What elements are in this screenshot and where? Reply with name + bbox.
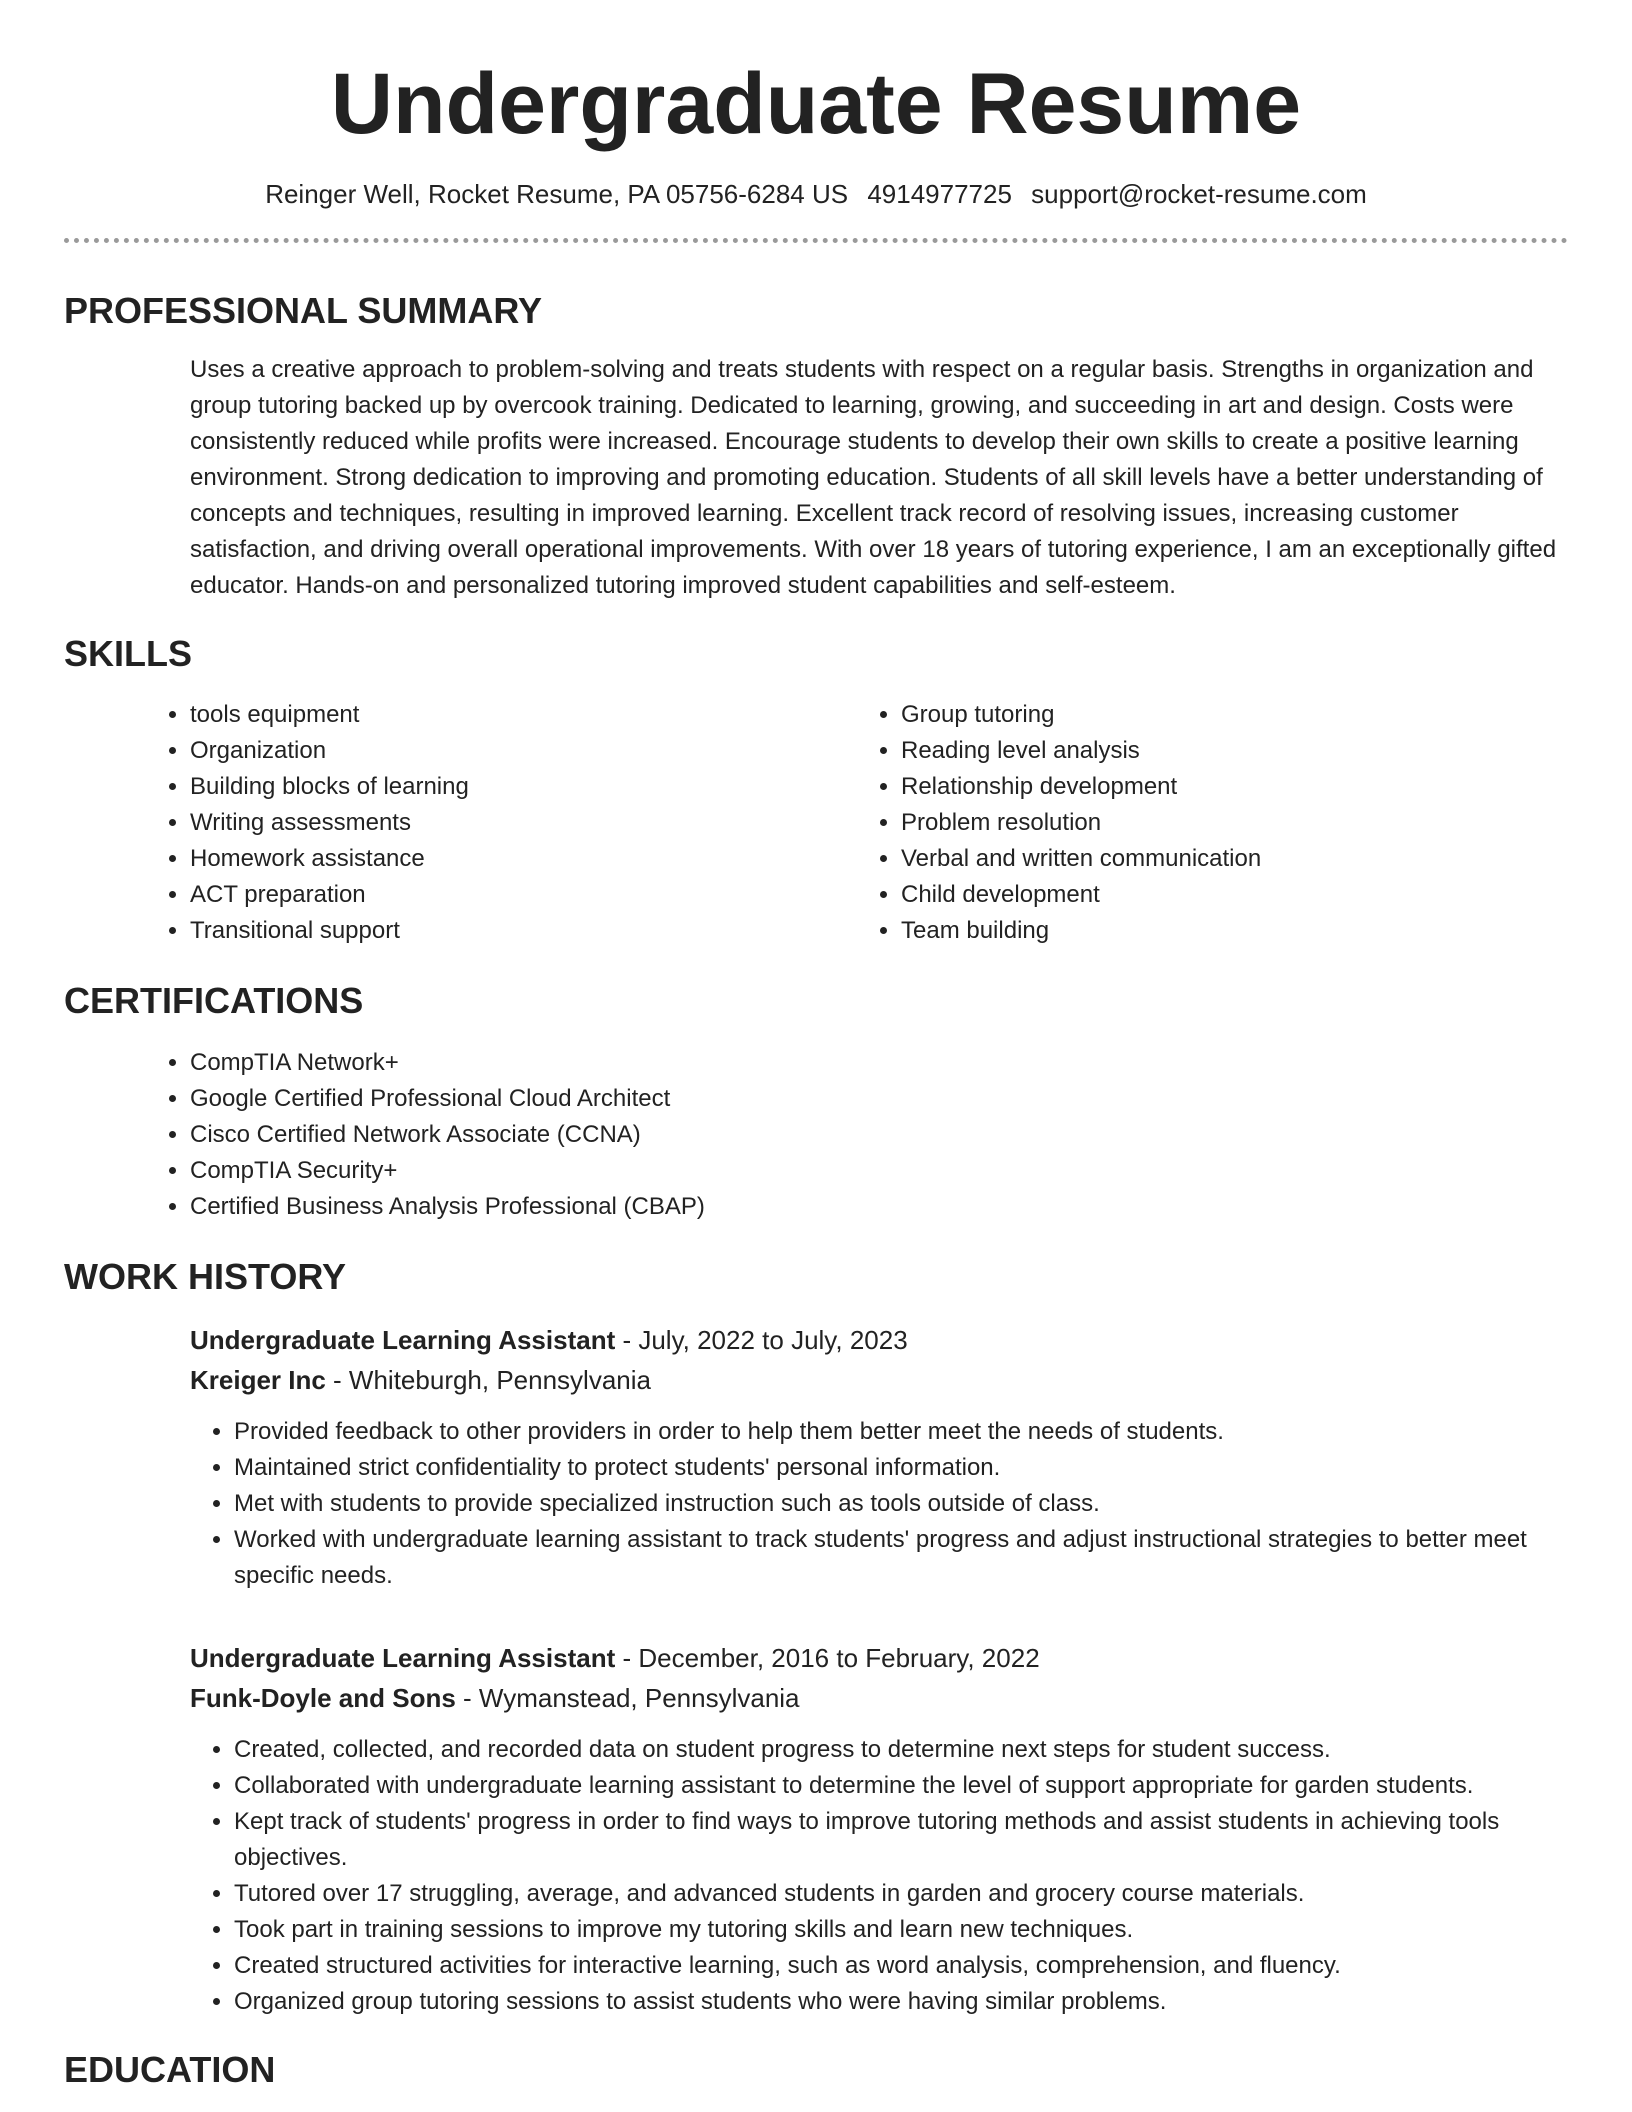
job-title-line [190, 1320, 1568, 1360]
job-dates: - July, 2022 to July, 2023 [615, 1324, 908, 1355]
certifications-list [146, 1045, 1568, 1225]
job-company: Funk-Doyle and Sons [190, 1682, 456, 1713]
list-item: • Worked with undergraduate learning assistant to track students' progress and adjust instructional strategies to better meet specific needs. [234, 1522, 1568, 1594]
list-item: • ACT preparation [190, 877, 857, 913]
contact-email: support@rocket-resume.com [1031, 178, 1367, 209]
list-item: • Tutored over 17 struggling, average, and advanced students in garden and grocery course materials. [234, 1876, 1568, 1912]
list-item: • CompTIA Network+ [190, 1045, 1568, 1081]
work-history-section [64, 1255, 1568, 2020]
skills-columns [146, 697, 1568, 949]
skills-body [146, 697, 1568, 949]
list-item: • Child development [901, 877, 1568, 913]
summary-body [190, 352, 1568, 604]
summary-text: Uses a creative approach to problem-solving and treats students with respect on a regular basis. Strengths in organization and group tutoring backed up by overcook training. Dedicated to learning, growing, and succeeding in art and design. Costs were consistently reduced while profits were increased. Encourage students to develop their own skills to create a positive learning environment. Strong dedication to improving and promoting education. Students of all skill levels have a better understanding of concepts and techniques, resulting in improved learning. Excellent track record of resolving issues, increasing customer satisfaction, and driving overall operational improvements. With over 18 years of tutoring experience, I am an exceptionally gifted educator. Hands-on and personalized tutoring improved student capabilities and self-esteem. [190, 356, 1557, 600]
contact-address: Reinger Well, Rocket Resume, PA 05756-6284 US [265, 178, 849, 209]
job-location: - Whiteburgh, Pennsylvania [325, 1364, 651, 1395]
job-title-line [190, 1638, 1568, 1678]
list-item: • Verbal and written communication [901, 841, 1568, 877]
skills-heading: SKILLS [64, 633, 193, 675]
work-history-heading: WORK HISTORY [64, 1255, 347, 1297]
list-item: • Team building [901, 913, 1568, 949]
job-bullets [190, 1414, 1568, 1594]
job-entry [190, 1638, 1568, 2020]
contact-line [64, 179, 1568, 210]
list-item: • Created, collected, and recorded data on student progress to determine next steps for student success. [234, 1732, 1568, 1768]
list-item: • Homework assistance [190, 841, 857, 877]
list-item: • Created structured activities for interactive learning, such as word analysis, comprehension, and fluency. [234, 1948, 1568, 1984]
list-item: • Kept track of students' progress in order to find ways to improve tutoring methods and assist students in achieving tools objectives. [234, 1804, 1568, 1876]
work-history-body [190, 1320, 1568, 2020]
contact-phone: 4914977725 [867, 178, 1012, 209]
job-entry [190, 1320, 1568, 1594]
summary-section [64, 289, 1568, 604]
list-item: • Problem resolution [901, 805, 1568, 841]
skills-list-right [857, 697, 1568, 949]
list-item: • Reading level analysis [901, 733, 1568, 769]
job-location: - Wymanstead, Pennsylvania [455, 1682, 800, 1713]
certifications-body [146, 1045, 1568, 1225]
certifications-section [64, 979, 1568, 1224]
resume-title: Undergraduate Resume [330, 56, 1302, 152]
list-item: • Building blocks of learning [190, 769, 857, 805]
education-heading: EDUCATION [64, 2048, 276, 2090]
list-item: • Took part in training sessions to improve my tutoring skills and learn new techniques. [234, 1912, 1568, 1948]
list-item: • Met with students to provide specialized instruction such as tools outside of class. [234, 1486, 1568, 1522]
list-item: • Collaborated with undergraduate learning assistant to determine the level of support appropriate for garden students. [234, 1768, 1568, 1804]
job-company-line [190, 1678, 1568, 1718]
list-item: • Provided feedback to other providers in order to help them better meet the needs of students. [234, 1414, 1568, 1450]
education-section [64, 2048, 1568, 2091]
list-item: • Google Certified Professional Cloud Architect [190, 1081, 1568, 1117]
list-item: • Organization [190, 733, 857, 769]
list-item: • Writing assessments [190, 805, 857, 841]
job-company: Kreiger Inc [190, 1364, 326, 1395]
list-item: • Group tutoring [901, 697, 1568, 733]
list-item: • CompTIA Security+ [190, 1153, 1568, 1189]
list-item: • Cisco Certified Network Associate (CCNA) [190, 1117, 1568, 1153]
list-item: • Organized group tutoring sessions to assist students who were having similar problems. [234, 1984, 1568, 2020]
job-dates: - December, 2016 to February, 2022 [615, 1642, 1040, 1673]
list-item: • tools equipment [190, 697, 857, 733]
job-bullets [190, 1732, 1568, 2020]
skills-list-left [146, 697, 857, 949]
header-divider [64, 238, 1568, 243]
list-item: • Certified Business Analysis Professional (CBAP) [190, 1189, 1568, 1225]
skills-section [64, 632, 1568, 949]
list-item: • Relationship development [901, 769, 1568, 805]
certifications-heading: CERTIFICATIONS [64, 980, 364, 1022]
job-title: Undergraduate Learning Assistant [190, 1642, 616, 1673]
list-item: • Transitional support [190, 913, 857, 949]
summary-heading: PROFESSIONAL SUMMARY [64, 290, 543, 332]
list-item: • Maintained strict confidentiality to protect students' personal information. [234, 1450, 1568, 1486]
job-company-line [190, 1360, 1568, 1400]
job-title: Undergraduate Learning Assistant [190, 1324, 616, 1355]
